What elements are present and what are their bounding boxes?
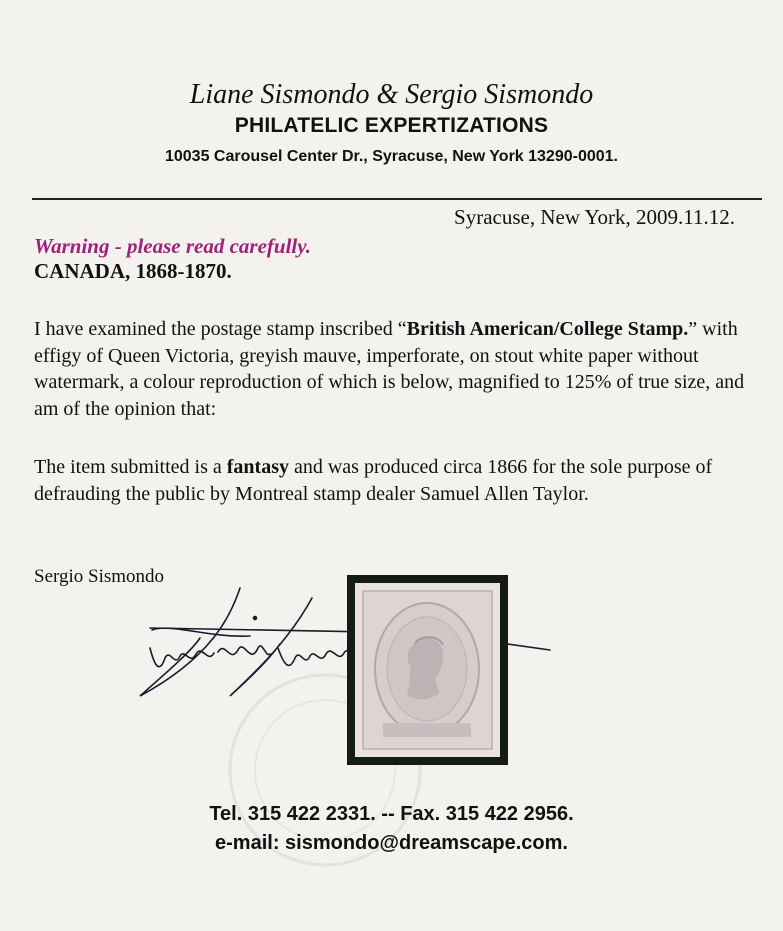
place-date: Syracuse, New York, 2009.11.12.	[454, 205, 735, 229]
para1-intro: I have examined the postage stamp inscribed “	[34, 318, 407, 340]
country-heading: CANADA, 1868-1870.	[34, 259, 232, 283]
header-rule	[32, 198, 762, 200]
contact-tel-fax: Tel. 315 422 2331. -- Fax. 315 422 2956.	[209, 803, 574, 825]
verdict-word: fantasy	[226, 456, 289, 478]
letterhead-business: PHILATELIC EXPERTIZATIONS	[234, 114, 549, 137]
para2-rest: and was produced circa 1866 for the sole purpose of defrauding the public by Montreal stamp dealer Samuel Allen Taylor.	[34, 456, 713, 505]
stamp-inscription: British American/College Stamp.	[406, 318, 689, 340]
stamp-image	[347, 575, 508, 765]
stamp-illustration	[355, 583, 500, 757]
opinion-paragraph	[34, 454, 769, 507]
contact-email: e-mail: sismondo@dreamscape.com.	[215, 832, 568, 854]
letterhead-address: 10035 Carousel Center Dr., Syracuse, New York 13290-0001.	[164, 148, 618, 165]
para1-rest: ” with effigy of Queen Victoria, greyish mauve, imperforate, on stout white paper without watermark, a colour reproduction of which is below, magnified to 125% of true size, and am of the opinion that:	[34, 318, 745, 420]
signer-name: Sergio Sismondo	[34, 566, 165, 587]
para2-intro: The item submitted is a	[34, 456, 227, 478]
letterhead-names: Liane Sismondo & Sergio Sismondo	[189, 79, 594, 110]
examination-paragraph	[34, 316, 769, 422]
warning-text: Warning - please read carefully.	[34, 234, 312, 258]
